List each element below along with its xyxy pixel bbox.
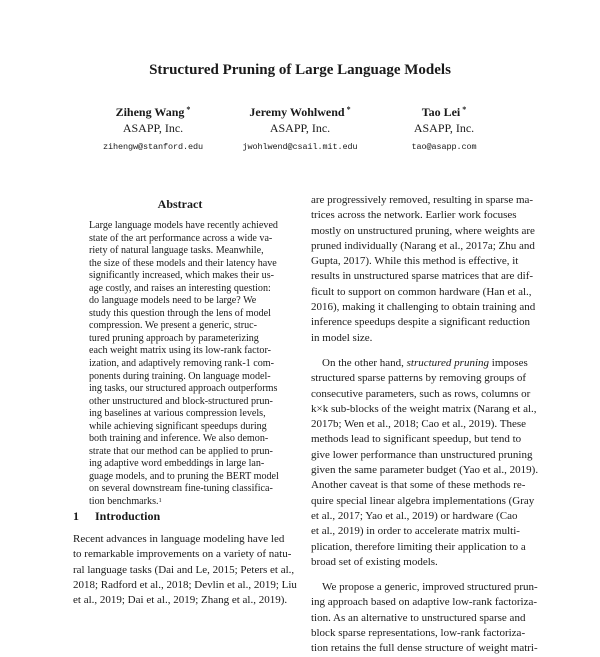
author-affiliation: ASAPP, Inc. — [269, 121, 331, 135]
abstract-line: riety of natural language tasks. Meanwhile, — [89, 245, 264, 257]
body-line: give lower performance than unstructured pruning — [311, 448, 533, 461]
body-line: k×k sub-blocks of the weight matrix (Narang et al., — [311, 402, 537, 415]
abstract-line: each weight matrix using its low-rank factor- — [89, 345, 271, 357]
body-line: 2018; Radford et al., 2018; Devlin et al., 2019; Liu — [73, 578, 297, 591]
body-line: mostly on unstructured pruning, where weights are — [311, 224, 535, 237]
abstract-line: while achieving significant speedups during — [89, 420, 267, 432]
author-footnote-mark: * — [462, 105, 467, 114]
body-line: et al., 2019) in order to accelerate matrix multi- — [311, 525, 520, 538]
body-line: broad set of existing models. — [311, 555, 438, 568]
author-footnote-mark: * — [186, 105, 191, 114]
author-affiliation: ASAPP, Inc. — [413, 121, 475, 135]
abstract-body — [89, 220, 297, 509]
body-line: ral language tasks (Dai and Le, 2015; Peters et al., — [73, 563, 295, 576]
abstract-line: ization, and adaptively removing rank-1 com- — [89, 358, 274, 370]
abstract-line: ing baselines at various compression levels, — [89, 408, 266, 420]
body-line: trices across the network. Earlier work focuses — [311, 209, 517, 222]
body-line: 2016), making it challenging to obtain training and — [311, 301, 536, 314]
body-line: results in unstructured sparse matrices that are dif- — [311, 270, 534, 283]
body-line: methods lead to significant speedup, but tend to — [311, 433, 522, 446]
author-block — [220, 104, 380, 155]
body-line: pruned individually (Narang et al., 2017a; Zhu and — [311, 239, 535, 252]
body-line: We propose a generic, improved structured prun- — [322, 581, 538, 594]
body-line: quire special linear algebra implementations (Gray — [311, 494, 535, 507]
body-line: given the same parameter budget (Yao et al., 2019). — [311, 464, 539, 477]
body-line: Another caveat is that some of these methods re- — [311, 479, 526, 492]
author-name: Ziheng Wang * — [115, 105, 191, 119]
author-block — [364, 104, 524, 155]
body-line: tion. As an alternative to unstructured sparse and — [311, 611, 526, 624]
body-line: ing approach based on adaptive low-rank factoriza- — [311, 596, 538, 609]
abstract-line: ponents during training. On language model- — [89, 370, 271, 382]
abstract-line: ing adaptive word embeddings in large lan- — [89, 458, 265, 470]
body-line: plication, therefore limiting their application to a — [311, 540, 526, 553]
author-name: Tao Lei * — [421, 105, 467, 119]
abstract-line: do language models need to be large? We — [89, 295, 257, 307]
abstract-line: compression. We present a generic, struc- — [89, 320, 258, 332]
author-email: tao@asapp.com — [411, 142, 477, 152]
body-line: structured sparse patterns by removing groups of — [311, 372, 527, 385]
author-email: zihengw@stanford.edu — [102, 142, 204, 152]
section-number: 1 — [73, 509, 79, 523]
abstract-line: study this question through the lens of model — [89, 307, 271, 319]
italic-term: structured pruning — [406, 356, 490, 369]
author-block — [73, 104, 233, 155]
section-title: Introduction — [95, 509, 161, 523]
section-heading-introduction — [73, 509, 160, 524]
body-line: Gupta, 2017). While this method is effective, it — [311, 255, 519, 268]
author-affiliation: ASAPP, Inc. — [122, 121, 184, 135]
abstract-heading: Abstract — [157, 197, 203, 211]
abstract-line: the size of these models and their latency have — [89, 257, 277, 269]
body-line: consecutive parameters, such as rows, columns or — [311, 387, 531, 400]
body-line: are progressively removed, resulting in sparse ma- — [311, 194, 534, 206]
body-line: On the other hand, structured pruning imposes — [322, 356, 528, 369]
body-line: tion retains the full dense structure of weight matri- — [311, 642, 538, 655]
intro-paragraph — [73, 532, 303, 608]
abstract-line: strate that our method can be applied to prun- — [89, 445, 273, 457]
author-footnote-mark: * — [346, 105, 351, 114]
abstract-line: tured pruning approach by parameterizing — [89, 332, 259, 344]
footnote-mark: 1 — [158, 497, 162, 505]
abstract-line: age costly, and raises an interesting question: — [89, 282, 271, 294]
body-line: ficult to support on common hardware (Han et al., — [311, 285, 532, 298]
abstract-line: ing tasks, our structured approach outperforms — [89, 383, 278, 395]
author-email: jwohlwend@csail.mit.edu — [242, 142, 358, 152]
paper-title: Structured Pruning of Large Language Models — [149, 62, 451, 78]
body-line: inference speedups despite a significant reduction — [311, 316, 531, 329]
right-column-text — [311, 193, 543, 657]
abstract-line: on several downstream fine-tuning classifica- — [89, 483, 273, 495]
body-line: Recent advances in language modeling have led — [73, 533, 285, 545]
abstract-line: tion benchmarks.$^1$ — [89, 496, 162, 508]
abstract-line: Large language models have recently achieved — [89, 220, 278, 231]
body-line: block sparse representations, low-rank factoriza- — [311, 627, 526, 640]
abstract-line: state of the art performance across a wide va- — [89, 232, 273, 244]
abstract-line: both training and inference. We also demon- — [89, 433, 269, 445]
body-line: 2017b; Wen et al., 2018; Cao et al., 2019). These — [311, 418, 526, 431]
body-line: et al., 2017; Yao et al., 2019) or hardware (Cao — [311, 509, 518, 522]
body-line: to remarkable improvements on a variety of natu- — [73, 548, 292, 561]
abstract-line: other unstructured and block-structured prun- — [89, 395, 273, 407]
abstract-line: significantly increased, which makes their us- — [89, 270, 274, 282]
author-name: Jeremy Wohlwend * — [249, 105, 351, 119]
body-line: et al., 2019; Dai et al., 2019; Zhang et al., 2019). — [73, 594, 288, 607]
abstract-line: guage models, and to pruning the BERT model — [89, 470, 279, 482]
body-line: in model size. — [311, 331, 373, 344]
